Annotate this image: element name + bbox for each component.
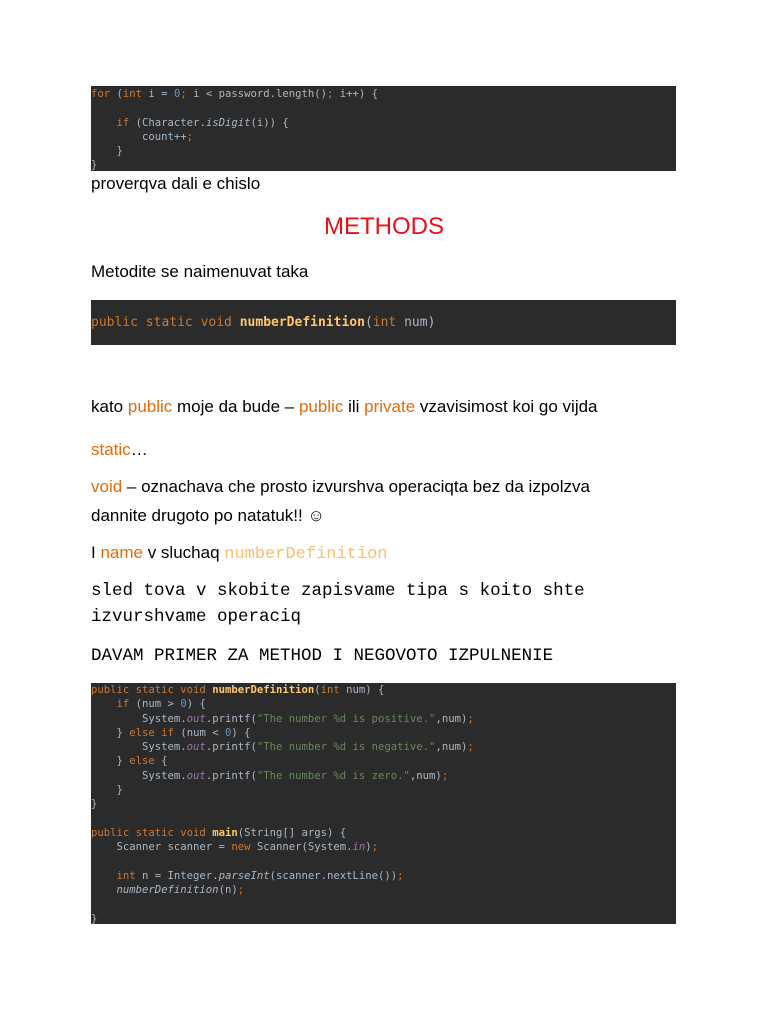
code-token: for <box>91 88 111 100</box>
paragraph <box>91 477 590 497</box>
code-token: ; <box>397 869 404 882</box>
code-token: "The number %d is negative." <box>256 741 436 754</box>
text: … <box>130 440 148 459</box>
code-line <box>91 840 676 854</box>
code-block-example <box>91 683 676 924</box>
code-token: ; <box>327 88 340 100</box>
code-token: main <box>212 826 238 839</box>
keyword-name: name <box>100 543 143 562</box>
code-token: ,num) <box>435 741 468 754</box>
code-token: out <box>186 769 206 782</box>
code-token: int <box>372 315 405 330</box>
code-token: parseInt <box>218 869 270 882</box>
paragraph: DAVAM PRIMER ZA METHOD I NEGOVOTO IZPULNENIE <box>91 646 554 666</box>
code-token: 0 <box>224 726 232 739</box>
text: v sluchaq <box>142 543 225 562</box>
code-token: if <box>91 116 130 129</box>
code-token: (num < <box>180 726 225 739</box>
keyword-public: public <box>298 397 344 416</box>
code-token: out <box>186 741 206 754</box>
code-token: .printf( <box>205 741 257 754</box>
code-token: numberDefinition <box>212 684 315 696</box>
paragraph: sled tova v skobite zapisvame tipa s koito shte <box>91 581 585 601</box>
code-token: System. <box>91 769 187 782</box>
code-token: ; <box>180 88 194 100</box>
code-token: System. <box>91 712 187 725</box>
code-token: out <box>186 712 206 725</box>
code-token: System. <box>91 741 187 754</box>
code-token: new <box>231 841 257 854</box>
code-token: Scanner scanner = <box>91 841 232 854</box>
text: kato <box>91 397 128 416</box>
code-line <box>91 683 676 697</box>
paragraph: dannite drugoto po natatuk!! ☺ <box>91 506 325 525</box>
code-token: i++) { <box>339 88 379 100</box>
text: I <box>91 543 101 562</box>
code-line <box>91 87 676 101</box>
code-token: ( <box>314 684 321 696</box>
code-token: (num > <box>135 698 181 711</box>
code-line <box>91 812 676 826</box>
code-token: else <box>129 755 162 768</box>
paragraph: Metodite se naimenuvat taka <box>91 262 309 281</box>
code-token: int <box>320 684 347 696</box>
paragraph <box>91 543 387 564</box>
code-token: ; <box>371 841 379 854</box>
code-token: } <box>91 726 130 739</box>
code-token: public static void <box>91 826 213 839</box>
code-token: (String[] args) { <box>237 826 347 839</box>
code-line <box>91 783 676 797</box>
text: moje da bude – <box>172 397 299 416</box>
code-line <box>91 855 676 869</box>
code-token: } <box>91 145 123 158</box>
code-token: isDigit <box>205 116 251 129</box>
code-token: 0 <box>180 698 187 711</box>
keyword-void: void <box>91 477 123 496</box>
code-line <box>91 300 676 345</box>
code-token: .printf( <box>205 769 257 782</box>
code-line <box>91 826 676 840</box>
code-token: (i)) { <box>250 116 289 129</box>
text: ili <box>343 397 365 416</box>
code-token: } <box>91 784 123 797</box>
code-token: int <box>122 88 143 100</box>
code-token: else if <box>129 726 181 739</box>
code-line <box>91 130 676 144</box>
code-line <box>91 740 676 754</box>
code-token: ; <box>467 712 474 725</box>
paragraph <box>91 397 598 417</box>
code-block-for-loop <box>91 86 676 171</box>
code-token: (n) <box>218 884 238 897</box>
code-token: "The number %d is zero." <box>256 769 410 782</box>
code-token: 0 <box>173 88 181 100</box>
code-line <box>91 754 676 768</box>
code-token: ) { <box>231 726 251 739</box>
code-line <box>91 116 676 130</box>
code-block-signature <box>91 300 676 345</box>
keyword-public: public <box>127 397 173 416</box>
code-line <box>91 883 676 897</box>
code-token: n = Integer. <box>142 869 219 882</box>
code-token: ,num) <box>435 712 468 725</box>
code-token: ,num) <box>409 769 442 782</box>
code-token: ( <box>110 88 123 100</box>
code-token: num) <box>404 315 436 330</box>
code-token: public static void <box>91 684 213 696</box>
code-line <box>91 726 676 740</box>
keyword-private: private <box>364 397 416 416</box>
paragraph: proverqva dali e chislo <box>91 174 261 193</box>
code-line <box>91 912 676 926</box>
code-line <box>91 869 676 883</box>
code-token: } <box>91 159 98 172</box>
code-token: (Character. <box>129 116 206 129</box>
code-line <box>91 769 676 783</box>
code-token: (scanner.nextLine()) <box>269 869 398 882</box>
code-token: ; <box>441 769 449 782</box>
code-line <box>91 897 676 911</box>
code-line <box>91 712 676 726</box>
code-line <box>91 697 676 711</box>
code-token: ) { <box>186 698 206 711</box>
code-token: ( <box>364 315 373 330</box>
code-token: i = <box>142 88 174 100</box>
method-name: numberDefinition <box>224 545 388 564</box>
code-token: numberDefinition <box>239 315 365 330</box>
code-token: ; <box>237 884 245 897</box>
code-token: } <box>91 798 98 811</box>
code-line <box>91 144 676 158</box>
code-token: in <box>352 841 366 854</box>
code-token: num) { <box>346 684 385 696</box>
code-token: count++ <box>91 130 187 143</box>
code-token: if <box>91 698 136 711</box>
code-token: numberDefinition <box>91 884 219 897</box>
code-token: Scanner(System. <box>256 841 353 854</box>
heading-methods: METHODS <box>324 213 444 240</box>
code-token: int <box>91 869 143 882</box>
code-token: .printf( <box>205 712 257 725</box>
code-token: i < password.length() <box>193 88 328 100</box>
code-token: } <box>91 912 98 925</box>
code-line <box>91 797 676 811</box>
code-line <box>91 101 676 115</box>
code-token: } <box>91 755 130 768</box>
paragraph <box>91 440 148 460</box>
keyword-static: static <box>91 440 131 459</box>
code-token: ; <box>186 130 194 143</box>
text: vzavisimost koi go vijda <box>415 397 598 416</box>
paragraph: izvurshvame operaciq <box>91 607 302 627</box>
code-token: ) <box>365 841 372 854</box>
code-token: ; <box>467 741 474 754</box>
code-token: "The number %d is positive." <box>256 712 436 725</box>
text: – oznachava che prosto izvurshva operaciqta bez da izpolzva <box>122 477 590 496</box>
code-token: public static void <box>91 315 240 330</box>
code-line <box>91 158 676 172</box>
code-token: { <box>161 755 168 768</box>
